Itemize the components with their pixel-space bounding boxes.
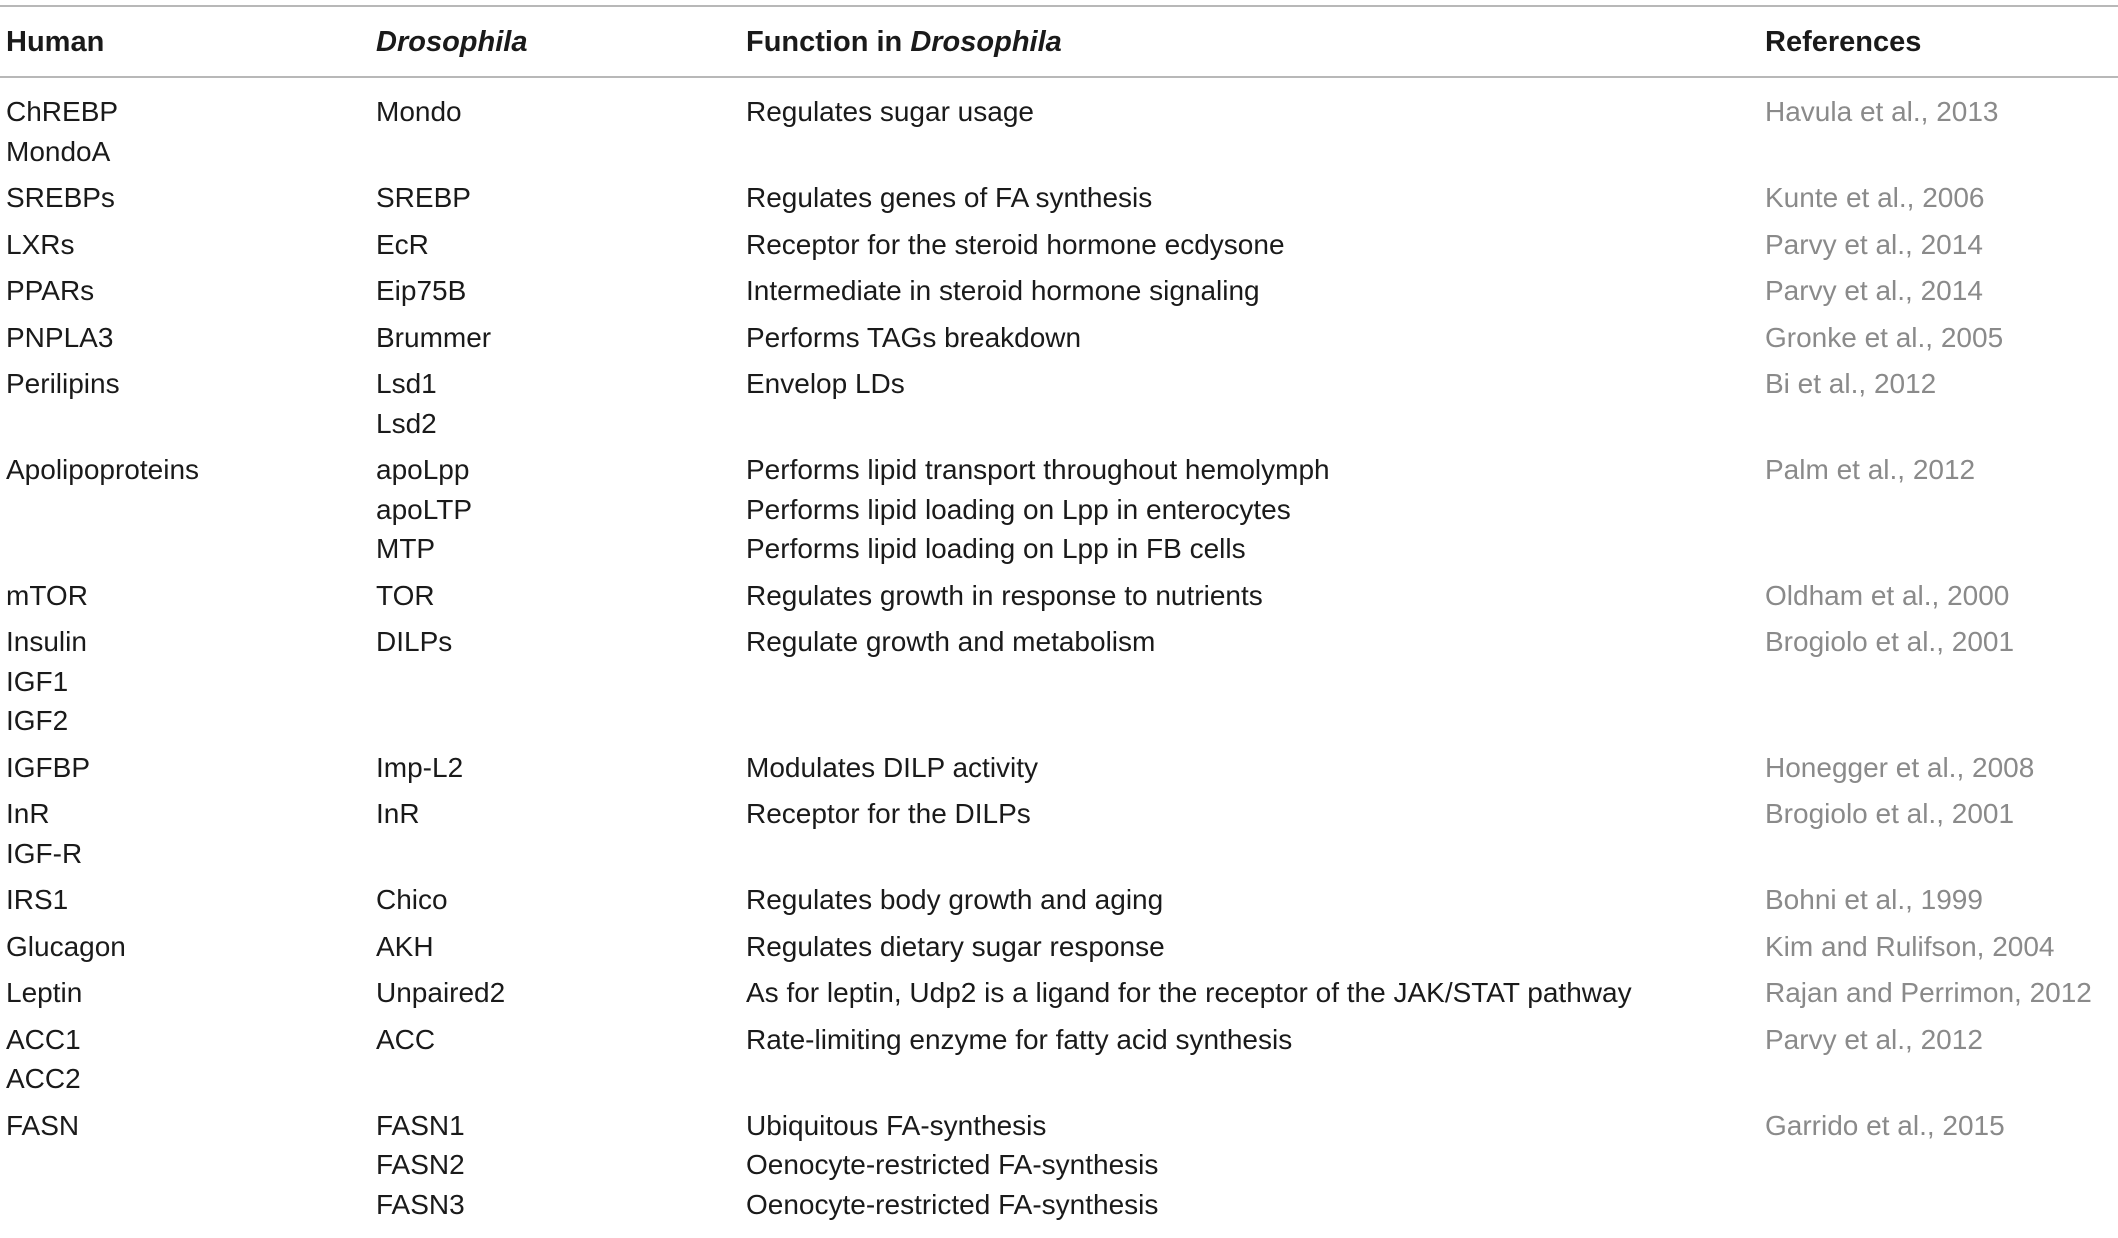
cell-reference bbox=[1765, 748, 2034, 788]
cell-drosophila-line: apoLTP bbox=[376, 493, 472, 525]
cell-function-line: Intermediate in steroid hormone signaling bbox=[746, 275, 1260, 306]
cell-function-line: Rate-limiting enzyme for fatty acid synthesis bbox=[746, 1023, 1293, 1055]
cell-human bbox=[6, 794, 82, 873]
header-function bbox=[746, 20, 1062, 64]
cell-human bbox=[6, 1106, 79, 1146]
table-row bbox=[0, 92, 2118, 171]
cell-human-line: IGF2 bbox=[6, 705, 69, 736]
table-row bbox=[0, 178, 2118, 218]
cell-reference-line: Kunte et al., 2006 bbox=[1765, 182, 1985, 213]
cell-drosophila-line: ACC bbox=[376, 1023, 436, 1055]
cell-drosophila bbox=[376, 794, 420, 834]
cell-reference bbox=[1765, 271, 1983, 311]
cell-reference-line: Oldham et al., 2000 bbox=[1765, 579, 2010, 611]
cell-reference bbox=[1765, 622, 2014, 662]
cell-reference bbox=[1765, 450, 1975, 490]
cell-function-line: Oenocyte-restricted FA-synthesis bbox=[746, 1188, 1159, 1220]
table-row bbox=[0, 271, 2118, 311]
cell-human bbox=[6, 318, 113, 358]
cell-drosophila-line: AKH bbox=[376, 930, 434, 962]
cell-reference-line: Parvy et al., 2012 bbox=[1765, 1023, 1983, 1055]
cell-human bbox=[6, 576, 88, 616]
cell-human-line: ChREBP bbox=[6, 96, 119, 127]
table-row bbox=[0, 973, 2118, 1013]
table-row bbox=[0, 748, 2118, 788]
cell-drosophila-line: InR bbox=[376, 798, 420, 829]
cell-drosophila-line: TOR bbox=[376, 579, 435, 611]
cell-drosophila-line: Lsd1 bbox=[376, 368, 437, 399]
cell-human bbox=[6, 92, 118, 171]
table-row bbox=[0, 450, 2118, 569]
cell-human-line: IRS1 bbox=[6, 884, 69, 915]
table-row bbox=[0, 364, 2118, 443]
table-row bbox=[0, 576, 2118, 616]
cell-reference-line: Gronke et al., 2005 bbox=[1765, 321, 2004, 353]
cell-reference-line: Parvy et al., 2014 bbox=[1765, 275, 1983, 306]
cell-drosophila-line: Unpaired2 bbox=[376, 977, 506, 1008]
cell-human-line: IGF-R bbox=[6, 837, 83, 869]
cell-human-line: Glucagon bbox=[6, 930, 126, 962]
table-row bbox=[0, 225, 2118, 265]
cell-drosophila bbox=[376, 973, 505, 1013]
header-references: References bbox=[1765, 26, 1922, 58]
cell-human-line: InR bbox=[6, 798, 50, 829]
cell-human bbox=[6, 622, 87, 741]
cell-drosophila bbox=[376, 927, 434, 967]
cell-human-line: IGFBP bbox=[6, 751, 91, 783]
cell-function-line: Performs lipid loading on Lpp in FB cells bbox=[746, 533, 1246, 564]
cell-human bbox=[6, 450, 199, 490]
cell-function bbox=[746, 450, 1330, 569]
cell-function-line: Ubiquitous FA-synthesis bbox=[746, 1109, 1047, 1141]
cell-function bbox=[746, 1106, 1158, 1225]
cell-drosophila bbox=[376, 364, 437, 443]
cell-drosophila-line: Imp-L2 bbox=[376, 751, 464, 783]
header-function-prefix: Function in bbox=[746, 26, 911, 58]
header-drosophila bbox=[376, 20, 527, 64]
cell-reference bbox=[1765, 927, 2055, 967]
cell-function-line: Modulates DILP activity bbox=[746, 751, 1039, 783]
cell-reference-line: Bohni et al., 1999 bbox=[1765, 884, 1983, 915]
cell-function-line: Regulates dietary sugar response bbox=[746, 930, 1165, 962]
cell-human bbox=[6, 880, 68, 920]
table-top-rule bbox=[0, 5, 2118, 7]
cell-drosophila bbox=[376, 576, 435, 616]
cell-human-line: ACC2 bbox=[6, 1063, 81, 1094]
table-row bbox=[0, 318, 2118, 358]
cell-function-line: Performs lipid transport throughout hemolymph bbox=[746, 454, 1330, 485]
cell-function bbox=[746, 271, 1260, 311]
cell-drosophila-line: Mondo bbox=[376, 96, 462, 127]
cell-human-line: PNPLA3 bbox=[6, 321, 114, 353]
cell-human-line: mTOR bbox=[6, 579, 88, 611]
table-row bbox=[0, 622, 2118, 741]
cell-function bbox=[746, 622, 1155, 662]
cell-function bbox=[746, 748, 1038, 788]
cell-human bbox=[6, 1020, 81, 1099]
cell-function bbox=[746, 973, 1632, 1013]
cell-function-line: Performs lipid loading on Lpp in enterocytes bbox=[746, 493, 1291, 525]
cell-drosophila bbox=[376, 1106, 465, 1225]
cell-reference bbox=[1765, 973, 2092, 1013]
cell-drosophila-line: FASN2 bbox=[376, 1149, 465, 1180]
cell-function-line: Performs TAGs breakdown bbox=[746, 321, 1082, 353]
cell-reference-line: Parvy et al., 2014 bbox=[1765, 228, 1983, 260]
cell-drosophila bbox=[376, 748, 463, 788]
cell-drosophila-line: SREBP bbox=[376, 182, 471, 213]
cell-human bbox=[6, 927, 126, 967]
cell-reference-line: Garrido et al., 2015 bbox=[1765, 1109, 2005, 1141]
cell-function bbox=[746, 927, 1165, 967]
cell-reference-line: Brogiolo et al., 2001 bbox=[1765, 626, 2015, 657]
cell-function-line: Oenocyte-restricted FA-synthesis bbox=[746, 1149, 1159, 1180]
cell-human-line: Leptin bbox=[6, 977, 83, 1008]
cell-drosophila bbox=[376, 92, 462, 132]
cell-function-line: Regulates body growth and aging bbox=[746, 884, 1164, 915]
cell-human bbox=[6, 748, 90, 788]
table-row bbox=[0, 880, 2118, 920]
cell-function bbox=[746, 794, 1031, 834]
cell-reference bbox=[1765, 880, 1983, 920]
cell-drosophila bbox=[376, 622, 452, 662]
cell-function bbox=[746, 178, 1152, 218]
cell-drosophila-line: EcR bbox=[376, 228, 429, 260]
cell-reference-line: Palm et al., 2012 bbox=[1765, 454, 1976, 485]
header-rule bbox=[0, 76, 2118, 78]
cell-human-line: FASN bbox=[6, 1109, 80, 1141]
cell-reference bbox=[1765, 318, 2003, 358]
cell-reference bbox=[1765, 178, 1985, 218]
cell-reference-line: Honegger et al., 2008 bbox=[1765, 751, 2035, 783]
table-row bbox=[0, 1020, 2118, 1099]
cell-drosophila-line: apoLpp bbox=[376, 454, 470, 485]
cell-drosophila bbox=[376, 225, 429, 265]
cell-human-line: PPARs bbox=[6, 275, 95, 306]
cell-drosophila-line: Chico bbox=[376, 884, 448, 915]
table-row bbox=[0, 1106, 2118, 1225]
cell-drosophila-line: Eip75B bbox=[376, 275, 467, 306]
cell-human bbox=[6, 225, 74, 265]
cell-reference bbox=[1765, 92, 1999, 132]
cell-reference-line: Bi et al., 2012 bbox=[1765, 368, 1937, 399]
cell-function-line: Regulates growth in response to nutrients bbox=[746, 579, 1263, 611]
cell-reference bbox=[1765, 1106, 2005, 1146]
cell-reference bbox=[1765, 576, 2009, 616]
cell-reference-line: Kim and Rulifson, 2004 bbox=[1765, 930, 2055, 962]
cell-reference bbox=[1765, 364, 1936, 404]
cell-human-line: ACC1 bbox=[6, 1023, 81, 1055]
cell-reference-line: Havula et al., 2013 bbox=[1765, 96, 1999, 127]
cell-drosophila-line: MTP bbox=[376, 533, 436, 564]
cell-function-line: Regulates sugar usage bbox=[746, 96, 1034, 127]
cell-function-line: Receptor for the DILPs bbox=[746, 798, 1031, 829]
cell-drosophila bbox=[376, 318, 491, 358]
cell-function bbox=[746, 225, 1285, 265]
cell-function-line: Regulate growth and metabolism bbox=[746, 626, 1156, 657]
cell-human-line: MondoA bbox=[6, 135, 111, 167]
cell-reference bbox=[1765, 794, 2014, 834]
cell-human-line: Apolipoproteins bbox=[6, 454, 200, 485]
cell-drosophila-line: DILPs bbox=[376, 626, 453, 657]
table-body bbox=[0, 92, 2118, 1231]
cell-human bbox=[6, 271, 94, 311]
cell-function bbox=[746, 92, 1034, 132]
cell-human bbox=[6, 364, 120, 404]
cell-drosophila bbox=[376, 1020, 435, 1060]
cell-human-line: Insulin bbox=[6, 626, 87, 657]
cell-drosophila bbox=[376, 450, 472, 569]
cell-human-line: SREBPs bbox=[6, 182, 115, 213]
cell-human-line: Perilipins bbox=[6, 368, 120, 399]
cell-drosophila-line: Lsd2 bbox=[376, 407, 437, 439]
cell-human bbox=[6, 178, 115, 218]
cell-function-line: As for leptin, Udp2 is a ligand for the receptor of the JAK/STAT pathway bbox=[746, 977, 1632, 1008]
cell-drosophila bbox=[376, 880, 448, 920]
cell-reference-line: Brogiolo et al., 2001 bbox=[1765, 798, 2015, 829]
header-drosophila-text: Drosophila bbox=[376, 26, 528, 58]
header-human: Human bbox=[6, 26, 105, 58]
cell-function-line: Receptor for the steroid hormone ecdysone bbox=[746, 228, 1285, 260]
cell-function-line: Envelop LDs bbox=[746, 368, 905, 399]
header-function-italic: Drosophila bbox=[910, 26, 1062, 58]
cell-drosophila bbox=[376, 178, 471, 218]
cell-human-line: LXRs bbox=[6, 228, 75, 260]
cell-reference bbox=[1765, 1020, 1983, 1060]
table-header bbox=[0, 20, 2118, 64]
cell-function bbox=[746, 1020, 1292, 1060]
cell-reference-line: Rajan and Perrimon, 2012 bbox=[1765, 977, 2092, 1008]
cell-drosophila-line: FASN1 bbox=[376, 1109, 465, 1141]
table-row bbox=[0, 794, 2118, 873]
cell-function bbox=[746, 318, 1081, 358]
cell-function-line: Regulates genes of FA synthesis bbox=[746, 182, 1153, 213]
cell-drosophila-line: FASN3 bbox=[376, 1188, 465, 1220]
cell-function bbox=[746, 576, 1263, 616]
cell-function bbox=[746, 364, 905, 404]
cell-drosophila bbox=[376, 271, 466, 311]
cell-drosophila-line: Brummer bbox=[376, 321, 492, 353]
table-row bbox=[0, 927, 2118, 967]
cell-human-line: IGF1 bbox=[6, 665, 69, 697]
cell-reference bbox=[1765, 225, 1983, 265]
cell-human bbox=[6, 973, 82, 1013]
cell-function bbox=[746, 880, 1163, 920]
